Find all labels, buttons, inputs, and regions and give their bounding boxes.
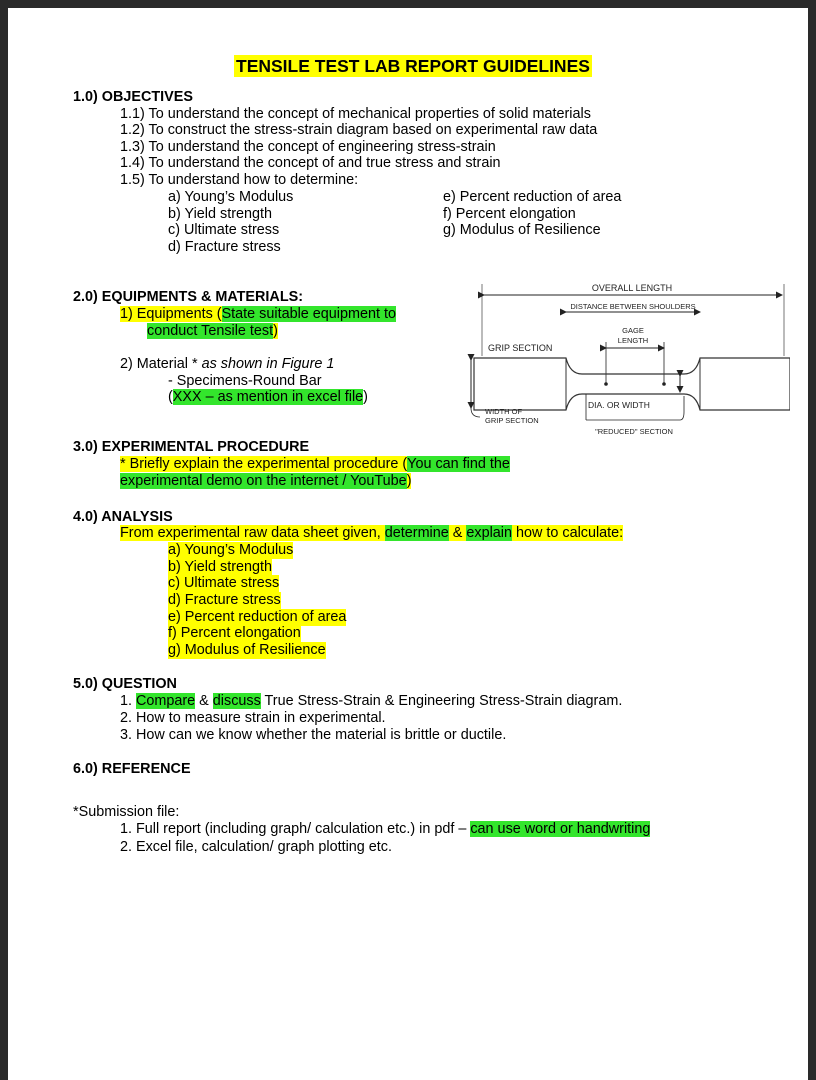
analysis-item: b) Yield strength — [168, 559, 272, 575]
analysis-ampersand: & — [448, 525, 467, 541]
xxx-open: ( — [168, 389, 173, 405]
analysis-item: f) Percent elongation — [168, 625, 301, 641]
submission-heading: *Submission file: — [73, 804, 180, 820]
objective-item: 1.4) To understand the concept of and true stress and strain — [120, 155, 501, 171]
procedure-line-2 — [120, 473, 411, 490]
xxx-highlight: XXX – as mention in excel file — [172, 389, 364, 405]
compare-highlight: Compare — [136, 693, 196, 709]
analysis-item: e) Percent reduction of area — [168, 609, 347, 625]
gage-length-label: LENGTH — [617, 336, 649, 345]
procedure-highlight-2: experimental demo on the internet / YouTube — [120, 473, 407, 489]
xxx-close: ) — [363, 389, 368, 405]
grip-section-label: GRIP SECTION — [488, 343, 553, 353]
objective-subitem: d) Fracture stress — [168, 239, 281, 255]
analysis-heading: 4.0) ANALYSIS — [73, 509, 173, 525]
equipment-item-1-highlight-2: conduct Tensile test — [147, 323, 274, 339]
reference-heading: 6.0) REFERENCE — [73, 761, 191, 777]
question-1-rest: True Stress-Strain & Engineering Stress-Strain diagram. — [260, 693, 623, 709]
procedure-highlight: You can find the — [407, 456, 510, 472]
document-page — [8, 8, 808, 1080]
explain-highlight: explain — [466, 525, 512, 541]
submission-item-1 — [120, 821, 650, 838]
grip-section-small-label: GRIP SECTION — [485, 416, 539, 425]
procedure-heading: 3.0) EXPERIMENTAL PROCEDURE — [73, 439, 310, 455]
reduced-section-label: "REDUCED" SECTION — [595, 427, 673, 436]
objective-subitem: e) Percent reduction of area — [443, 189, 622, 205]
xxx-note — [168, 389, 368, 406]
question-3: 3. How can we know whether the material is brittle or ductile. — [120, 727, 507, 743]
discuss-highlight: discuss — [212, 693, 261, 709]
equipment-item-1-prefix: 1) Equipments ( — [120, 306, 222, 322]
question-heading: 5.0) QUESTION — [73, 676, 177, 692]
objective-subitem: c) Ultimate stress — [168, 222, 280, 238]
analysis-intro-text: From experimental raw data sheet given, — [120, 525, 385, 541]
analysis-intro — [120, 525, 623, 542]
objective-subitem: g) Modulus of Resilience — [443, 222, 601, 238]
objective-item: 1.2) To construct the stress-strain diagram based on experimental raw data — [120, 122, 598, 138]
question-1-amp: & — [195, 693, 213, 709]
procedure-close: ) — [406, 473, 412, 489]
tensile-specimen-diagram — [454, 280, 790, 440]
equipment-item-2 — [120, 356, 334, 373]
shoulders-label: DISTANCE BETWEEN SHOULDERS — [570, 302, 696, 311]
question-1-num: 1. — [120, 693, 136, 709]
document-title: TENSILE TEST LAB REPORT GUIDELINES — [236, 56, 590, 76]
equipment-item-1-cont — [147, 323, 278, 340]
submission-item-2: 2. Excel file, calculation/ graph plotting etc. — [120, 839, 392, 855]
objective-subitem: f) Percent elongation — [443, 206, 576, 222]
question-2: 2. How to measure strain in experimental. — [120, 710, 386, 726]
equipment-item-1 — [120, 306, 396, 323]
objective-subitem: a) Young’s Modulus — [168, 189, 294, 205]
overall-length-label: OVERALL LENGTH — [591, 283, 673, 293]
analysis-item: a) Young’s Modulus — [168, 542, 294, 558]
analysis-intro-end: how to calculate: — [511, 525, 624, 541]
analysis-item: d) Fracture stress — [168, 592, 281, 608]
objective-item: 1.1) To understand the concept of mechanical properties of solid materials — [120, 106, 591, 122]
dia-or-width-label: DIA. OR WIDTH — [588, 400, 650, 410]
width-of-label: WIDTH OF — [485, 407, 523, 416]
equipment-item-1-highlight: State suitable equipment to — [221, 306, 396, 322]
objectives-heading: 1.0) OBJECTIVES — [73, 89, 193, 105]
procedure-line-1 — [120, 456, 510, 473]
objective-item: 1.3) To understand the concept of engineering stress-strain — [120, 139, 496, 155]
procedure-text: * Briefly explain the experimental procedure ( — [120, 456, 408, 472]
objective-subitem: b) Yield strength — [168, 206, 272, 222]
submission-item-1-text: 1. Full report (including graph/ calculation etc.) in pdf – — [120, 821, 471, 837]
material-label: 2) Material * — [120, 356, 202, 372]
question-1 — [120, 693, 622, 710]
figure-reference: as shown in Figure 1 — [201, 356, 335, 372]
specimen-text: - Specimens-Round Bar — [168, 373, 322, 389]
determine-highlight: determine — [384, 525, 449, 541]
analysis-item: c) Ultimate stress — [168, 575, 280, 591]
objective-item: 1.5) To understand how to determine: — [120, 172, 359, 188]
handwriting-highlight: can use word or handwriting — [470, 821, 651, 837]
equipment-item-1-suffix: ) — [273, 323, 278, 339]
gage-label: GAGE — [622, 326, 644, 335]
equipment-heading: 2.0) EQUIPMENTS & MATERIALS: — [73, 289, 303, 305]
analysis-item: g) Modulus of Resilience — [168, 642, 326, 658]
